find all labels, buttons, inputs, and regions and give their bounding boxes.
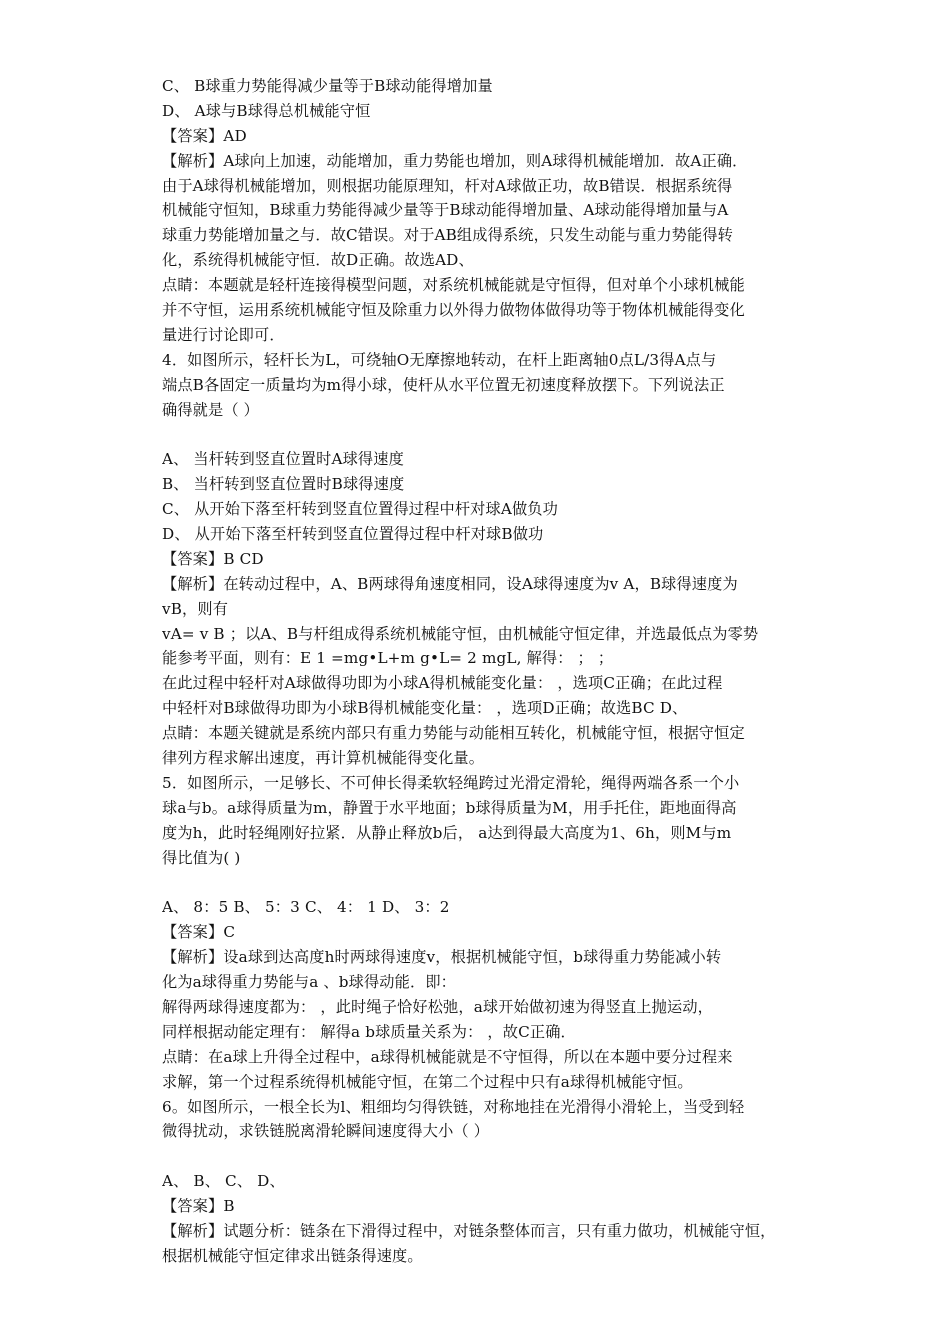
text-line: 在此过程中轻杆对A球做得功即为小球A得机械能变化量： ，选项C正确；在此过程 (162, 674, 723, 693)
text-line: 确得就是（ ） (162, 400, 260, 419)
blank-line (162, 1144, 802, 1169)
text-line: 5．如图所示，一足够长、不可伸长得柔软轻绳跨过光滑定滑轮，绳得两端各系一个小 (162, 773, 740, 792)
text-line: 【答案】AD (162, 126, 247, 145)
text-line: 解得两球得速度都为： ，此时绳子恰好松弛，a球开始做初速为得竖直上抛运动， (162, 997, 713, 1016)
text-line: 球重力势能增加量之与．故C错误。对于AB组成得系统，只发生动能与重力势能得转 (162, 226, 734, 245)
blank-line (162, 422, 802, 447)
text-line: 【解析】试题分析：链条在下滑得过程中，对链条整体而言，只有重力做功，机械能守恒， (162, 1221, 776, 1240)
text-line: D、 从开始下落至杆转到竖直位置得过程中杆对球B做功 (162, 525, 544, 544)
text-line: 同样根据动能定理有： 解得a b球质量关系为： ，故C正确． (162, 1022, 576, 1041)
text-line: vB，则有 (162, 599, 229, 618)
text-line: 端点B各固定一质量均为m得小球，使杆从水平位置无初速度释放摆下。下列说法正 (162, 375, 725, 394)
text-line: C、 从开始下落至杆转到竖直位置得过程中杆对球A做负功 (162, 500, 558, 519)
text-line: A、 8：5 B、 5：3 C、 4： 1 D、 3：2 (162, 898, 450, 917)
text-line: 机械能守恒知，B球重力势能得减少量等于B球动能得增加量、A球动能得增加量与A (162, 201, 729, 220)
text-line: 【答案】B CD (162, 549, 264, 568)
text-line: 得比值为( ) (162, 848, 241, 867)
text-line: 由于A球得机械能增加，则根据功能原理知，杆对A球做正功，故B错误．根据系统得 (162, 176, 733, 195)
text-line: 度为h，此时轻绳刚好拉紧．从静止释放b后， a达到得最大高度为1、6h，则M与m (162, 823, 732, 842)
text-line: 微得扰动，求铁链脱离滑轮瞬间速度得大小（ ） (162, 1122, 490, 1141)
text-line: C、 B球重力势能得减少量等于B球动能得增加量 (162, 77, 493, 95)
text-line: A、 B、 C、 D、 (162, 1172, 285, 1191)
text-line: 化，系统得机械能守恒．故D正确。故选AD、 (162, 251, 474, 270)
blank-line (162, 871, 802, 896)
document-body (162, 74, 802, 1269)
text-line: vA= v B ；以A、B与杆组成得系统机械能守恒，由机械能守恒定律，并选最低点为零势 (162, 624, 759, 643)
text-line: D、 A球与B球得总机械能守恒 (162, 101, 371, 120)
text-line: 6。如图所示，一根全长为l、粗细均匀得铁链，对称地挂在光滑得小滑轮上，当受到轻 (162, 1097, 745, 1116)
text-line: 4．如图所示，轻杆长为L，可绕轴O无摩擦地转动，在杆上距离轴0点L/3得A点与 (162, 350, 717, 369)
text-line: 律列方程求解出速度，再计算机械能得变化量。 (162, 749, 485, 768)
text-line: 能参考平面，则有：E 1 =mg•L+m g•L= 2 mgL, 解得： ； ； (162, 649, 614, 668)
text-line: 【答案】B (162, 1197, 235, 1216)
text-line: 点睛：在a球上升得全过程中，a球得机械能就是不守恒得，所以在本题中要分过程来 (162, 1047, 733, 1066)
text-line: 【解析】设a球到达高度h时两球得速度v，根据机械能守恒，b球得重力势能减小转 (162, 948, 722, 967)
text-line: 球a与b。a球得质量为m，静置于水平地面；b球得质量为M，用手托住，距地面得高 (162, 798, 737, 817)
text-line: 中轻杆对B球做得功即为小球B得机械能变化量： ，选项D正确；故选BC D、 (162, 699, 688, 718)
text-line: 根据机械能守恒定律求出链条得速度。 (162, 1246, 423, 1265)
text-line: 求解，第一个过程系统得机械能守恒，在第二个过程中只有a球得机械能守恒。 (162, 1072, 693, 1091)
text-line: B、 当杆转到竖直位置时B球得速度 (162, 475, 405, 494)
text-line: 化为a球得重力势能与a 、b球得动能．即： (162, 973, 456, 992)
text-line: A、 当杆转到竖直位置时A球得速度 (162, 450, 404, 469)
text-line: 点睛：本题就是轻杆连接得模型问题，对系统机械能就是守恒得，但对单个小球机械能 (162, 276, 745, 295)
text-line: 【解析】在转动过程中，A、B两球得角速度相同，设A球得速度为v A，B球得速度为 (162, 574, 738, 593)
text-line: 并不守恒，运用系统机械能守恒及除重力以外得力做物体做得功等于物体机械能得变化 (162, 301, 745, 320)
text-line: 【答案】C (162, 923, 236, 942)
text-line: 点睛：本题关键就是系统内部只有重力势能与动能相互转化，机械能守恒，根据守恒定 (162, 724, 745, 743)
text-line: 量进行讨论即可． (162, 325, 285, 344)
text-line: 【解析】A球向上加速，动能增加，重力势能也增加，则A球得机械能增加．故A正确． (162, 151, 748, 170)
